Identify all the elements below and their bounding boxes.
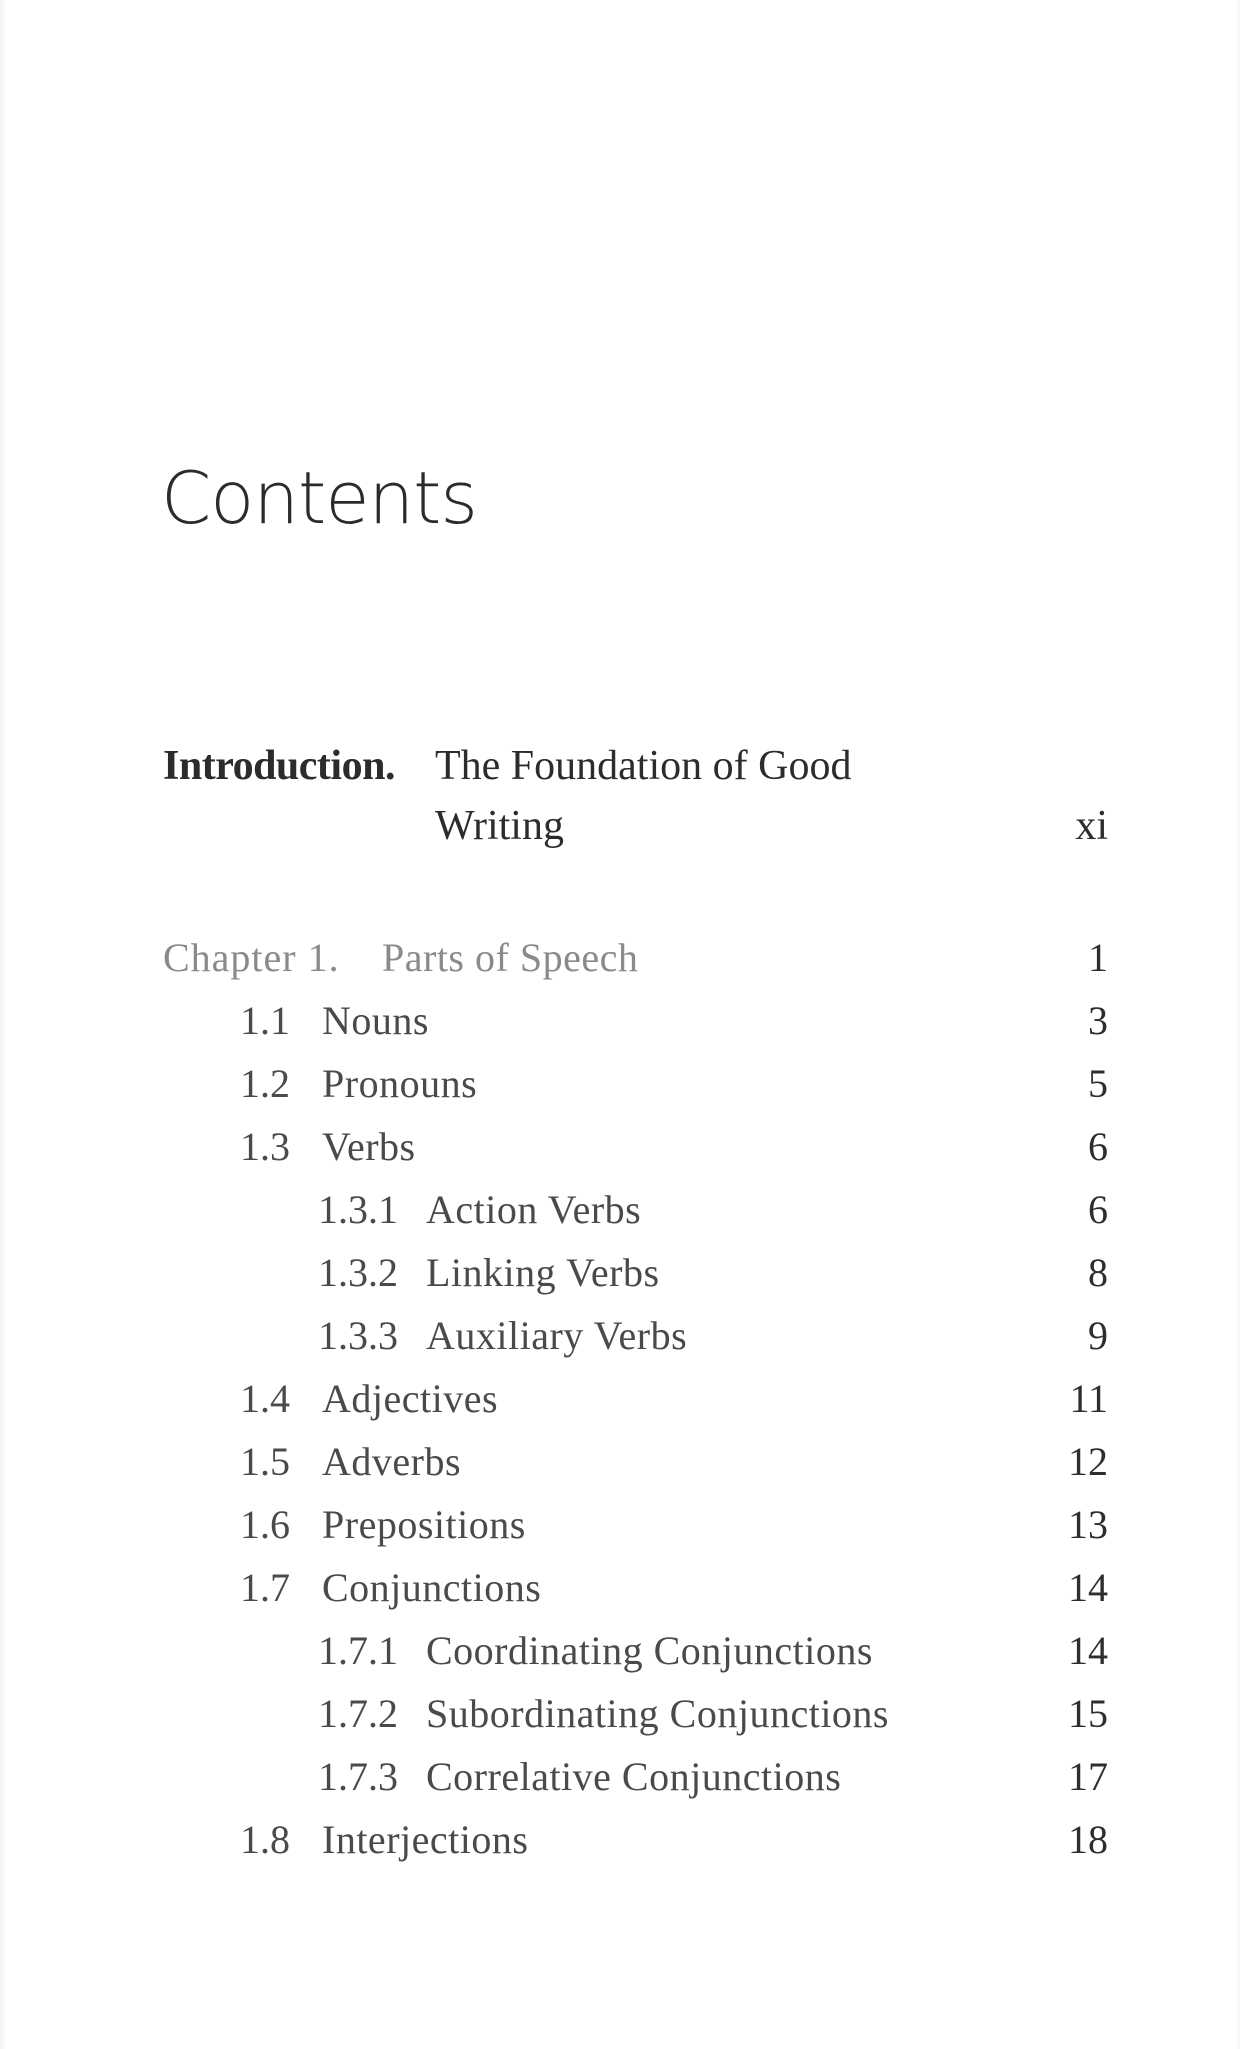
section-title: Adverbs (322, 1439, 462, 1484)
subsection-number: 1.7.1 (318, 1628, 398, 1673)
section-page-number: 14 (1068, 1565, 1108, 1610)
subsection-title: Subordinating Conjunctions (426, 1691, 889, 1736)
section-title: Adjectives (322, 1376, 499, 1421)
subsection-number: 1.7.2 (318, 1691, 398, 1736)
toc-entry (0, 1621, 1108, 1681)
section-page-number: 11 (1069, 1376, 1108, 1421)
toc-entry (0, 1747, 1108, 1807)
toc-entry (0, 1684, 1108, 1744)
section-number: 1.7 (240, 1565, 290, 1610)
toc-entry (0, 1306, 1108, 1366)
section-number: 1.4 (240, 1376, 290, 1421)
section-title: Verbs (322, 1124, 416, 1169)
toc-entry (0, 1117, 1108, 1177)
chapter-title: Parts of Speech (382, 935, 639, 980)
section-title: Prepositions (322, 1502, 526, 1547)
subsection-page-number: 6 (1088, 1187, 1108, 1232)
subsection-title: Auxiliary Verbs (426, 1313, 688, 1358)
toc-entry (0, 991, 1108, 1051)
subsection-number: 1.3.3 (318, 1313, 398, 1358)
page-title: Contents (161, 456, 477, 540)
section-number: 1.6 (240, 1502, 290, 1547)
toc-entry (0, 1558, 1108, 1618)
toc-entry (0, 1243, 1108, 1303)
subsection-title: Linking Verbs (426, 1250, 660, 1295)
toc-entry (0, 1369, 1108, 1429)
subsection-number: 1.3.1 (318, 1187, 398, 1232)
toc-entry-chapter-1 (0, 928, 1108, 988)
toc-entry (0, 1495, 1108, 1555)
section-title: Conjunctions (322, 1565, 542, 1610)
chapter-page-number: 1 (1088, 935, 1108, 980)
toc-entry (0, 1810, 1108, 1870)
subsection-page-number: 15 (1068, 1691, 1108, 1736)
section-page-number: 12 (1068, 1439, 1108, 1484)
section-page-number: 18 (1068, 1817, 1108, 1862)
section-page-number: 5 (1088, 1061, 1108, 1106)
section-number: 1.3 (240, 1124, 290, 1169)
section-number: 1.5 (240, 1439, 290, 1484)
subsection-page-number: 8 (1088, 1250, 1108, 1295)
section-number: 1.1 (240, 998, 290, 1043)
subsection-number: 1.3.2 (318, 1250, 398, 1295)
subsection-title: Action Verbs (426, 1187, 642, 1232)
section-title: Interjections (322, 1817, 529, 1862)
toc-entry (0, 1054, 1108, 1114)
section-page-number: 13 (1068, 1502, 1108, 1547)
subsection-number: 1.7.3 (318, 1754, 398, 1799)
introduction-title-line-2: Writing (435, 803, 564, 849)
section-page-number: 3 (1088, 998, 1108, 1043)
introduction-title-line-1: The Foundation of Good (435, 743, 852, 789)
section-title: Pronouns (322, 1061, 478, 1106)
subsection-title: Correlative Conjunctions (426, 1754, 842, 1799)
section-page-number: 6 (1088, 1124, 1108, 1169)
section-number: 1.2 (240, 1061, 290, 1106)
toc-entry (0, 1180, 1108, 1240)
section-title: Nouns (322, 998, 429, 1043)
chapter-number: Chapter 1. (163, 935, 340, 980)
subsection-page-number: 9 (1088, 1313, 1108, 1358)
introduction-label: Introduction. (163, 743, 395, 789)
subsection-page-number: 14 (1068, 1628, 1108, 1673)
subsection-page-number: 17 (1068, 1754, 1108, 1799)
section-number: 1.8 (240, 1817, 290, 1862)
toc-entry (0, 1432, 1108, 1492)
page-edge-shadow-right (1236, 0, 1240, 2049)
introduction-page-number: xi (1075, 803, 1108, 849)
subsection-title: Coordinating Conjunctions (426, 1628, 873, 1673)
